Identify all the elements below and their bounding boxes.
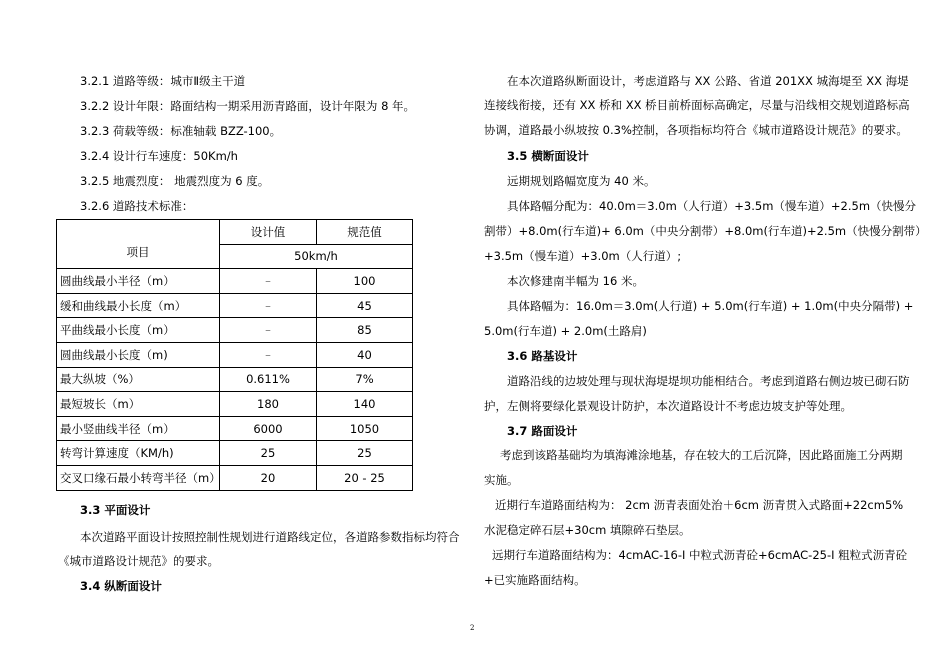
- row-norm: 100: [317, 269, 413, 294]
- row-design: –: [220, 293, 317, 318]
- table-row: [57, 269, 413, 294]
- row-norm: 85: [317, 318, 413, 343]
- para-3-5-line5: 本次修建南半幅为 16 米。: [507, 274, 644, 288]
- road-technical-standards-table: [56, 219, 413, 491]
- para-3-6-line1: 道路沿线的边坡处理与现状海堤堤坝功能相结合。考虑到道路右侧边坡已砌石防: [507, 374, 910, 388]
- row-design: 6000: [220, 416, 317, 441]
- heading-3-5: 3.5 横断面设计: [507, 149, 589, 163]
- para-3-5-line1: 远期规划路幅宽度为 40 米。: [507, 174, 656, 188]
- para-3-3-line1: 本次道路平面设计按照控制性规划进行道路线定位，各道路参数指标均符合: [80, 530, 460, 544]
- row-norm: 40: [317, 342, 413, 367]
- row-design: –: [220, 269, 317, 294]
- table-row: [57, 342, 413, 367]
- para-3-7-line3: 近期行车道路面结构为： 2cm 沥青表面处治＋6cm 沥青贯入式路面+22cm5%: [495, 498, 904, 512]
- row-item: 缓和曲线最小长度（m）: [57, 293, 220, 318]
- para-3-5-line7: 5.0m(行车道) + 2.0m(土路肩): [484, 324, 647, 338]
- row-norm: 45: [317, 293, 413, 318]
- design-speed-cell: 50km/h: [220, 244, 413, 269]
- para-3-5-line3: 割带）+8.0m(行车道)+ 6.0m（中央分割带）+8.0m(行车道)+2.5m（快慢分割带）: [484, 224, 927, 238]
- row-item: 圆曲线最小长度（m): [57, 342, 220, 367]
- clause-3-2-3: 3.2.3 荷载等级：标准轴载 BZZ-100。: [80, 124, 282, 138]
- clause-3-2-6: 3.2.6 道路技术标准：: [80, 199, 194, 213]
- row-norm: 25: [317, 441, 413, 466]
- clause-3-2-1: 3.2.1 道路等级：城市Ⅱ级主干道: [80, 74, 246, 88]
- table-row: [57, 293, 413, 318]
- para-3-7-line2: 实施。: [484, 473, 519, 487]
- para-3-6-line2: 护，左侧将要绿化景观设计防护，本次道路设计不考虑边坡支护等处理。: [484, 399, 852, 413]
- row-design: 20: [220, 465, 317, 490]
- header-design-value: 设计值: [220, 220, 317, 245]
- para-3-3-line2: 《城市道路设计规范》的要求。: [58, 554, 219, 568]
- table-row: [57, 392, 413, 417]
- row-norm: 140: [317, 392, 413, 417]
- header-norm-value: 规范值: [317, 220, 413, 245]
- clause-3-2-5: 3.2.5 地震烈度： 地震烈度为 6 度。: [80, 174, 270, 188]
- row-item: 转弯计算速度（KM/h): [57, 441, 220, 466]
- para-3-7-line1: 考虑到该路基础均为填海滩涂地基，存在较大的工后沉降，因此路面施工分两期: [500, 448, 903, 462]
- para-3-5-line6: 具体路幅为：16.0m＝3.0m(人行道) + 5.0m(行车道) + 1.0m(中央分隔带) +: [507, 299, 914, 313]
- para-3-5-line2: 具体路幅分配为：40.0m＝3.0m（人行道）+3.5m（慢车道）+2.5m（快慢分: [507, 199, 917, 213]
- row-item: 平曲线最小长度（m）: [57, 318, 220, 343]
- heading-3-6: 3.6 路基设计: [507, 349, 578, 363]
- row-item: 最大纵坡（%）: [57, 367, 220, 392]
- para-3-7-line6: +已实施路面结构。: [484, 573, 586, 587]
- row-design: 25: [220, 441, 317, 466]
- clause-3-2-4: 3.2.4 设计行车速度：50Km/h: [80, 149, 238, 163]
- header-item: 项目: [57, 220, 220, 269]
- para-3-7-line4: 水泥稳定碎石层+30cm 填隙碎石垫层。: [484, 523, 691, 537]
- table-row: [57, 367, 413, 392]
- table-row: [57, 318, 413, 343]
- para-3-7-line5: 远期行车道路面结构为：4cmAC-16-I 中粒式沥青砼+6cmAC-25-I 粗粒式沥青砼: [492, 548, 908, 562]
- heading-3-7: 3.7 路面设计: [507, 424, 578, 438]
- table-row: [57, 441, 413, 466]
- para-3-4-line1: 在本次道路纵断面设计，考虑道路与 XX 公路、省道 201XX 城海堤至 XX 海堤: [507, 74, 909, 88]
- row-norm: 1050: [317, 416, 413, 441]
- row-item: 交叉口缘石最小转弯半径（m）: [57, 465, 220, 490]
- heading-3-3: 3.3 平面设计: [80, 503, 151, 517]
- row-item: 最短坡长（m）: [57, 392, 220, 417]
- table-row: [57, 416, 413, 441]
- row-design: –: [220, 318, 317, 343]
- para-3-4-line2: 连接线衔接，还有 XX 桥和 XX 桥目前桥面标高确定，尽量与沿线相交规划道路标高: [484, 98, 910, 112]
- row-item: 最小竖曲线半径（m）: [57, 416, 220, 441]
- page-number: 2: [470, 624, 475, 632]
- para-3-5-line4: +3.5m（慢车道）+3.0m（人行道）;: [484, 249, 682, 263]
- table-row: [57, 465, 413, 490]
- row-design: –: [220, 342, 317, 367]
- row-norm: 20 - 25: [317, 465, 413, 490]
- heading-3-4: 3.4 纵断面设计: [80, 579, 162, 593]
- row-design: 180: [220, 392, 317, 417]
- row-item: 圆曲线最小半径（m）: [57, 269, 220, 294]
- table-header-row: [57, 220, 413, 245]
- row-norm: 7%: [317, 367, 413, 392]
- row-design: 0.611%: [220, 367, 317, 392]
- para-3-4-line3: 协调，道路最小纵坡按 0.3%控制，各项指标均符合《城市道路设计规范》的要求。: [484, 123, 908, 137]
- clause-3-2-2: 3.2.2 设计年限：路面结构一期采用沥青路面，设计年限为 8 年。: [80, 99, 416, 113]
